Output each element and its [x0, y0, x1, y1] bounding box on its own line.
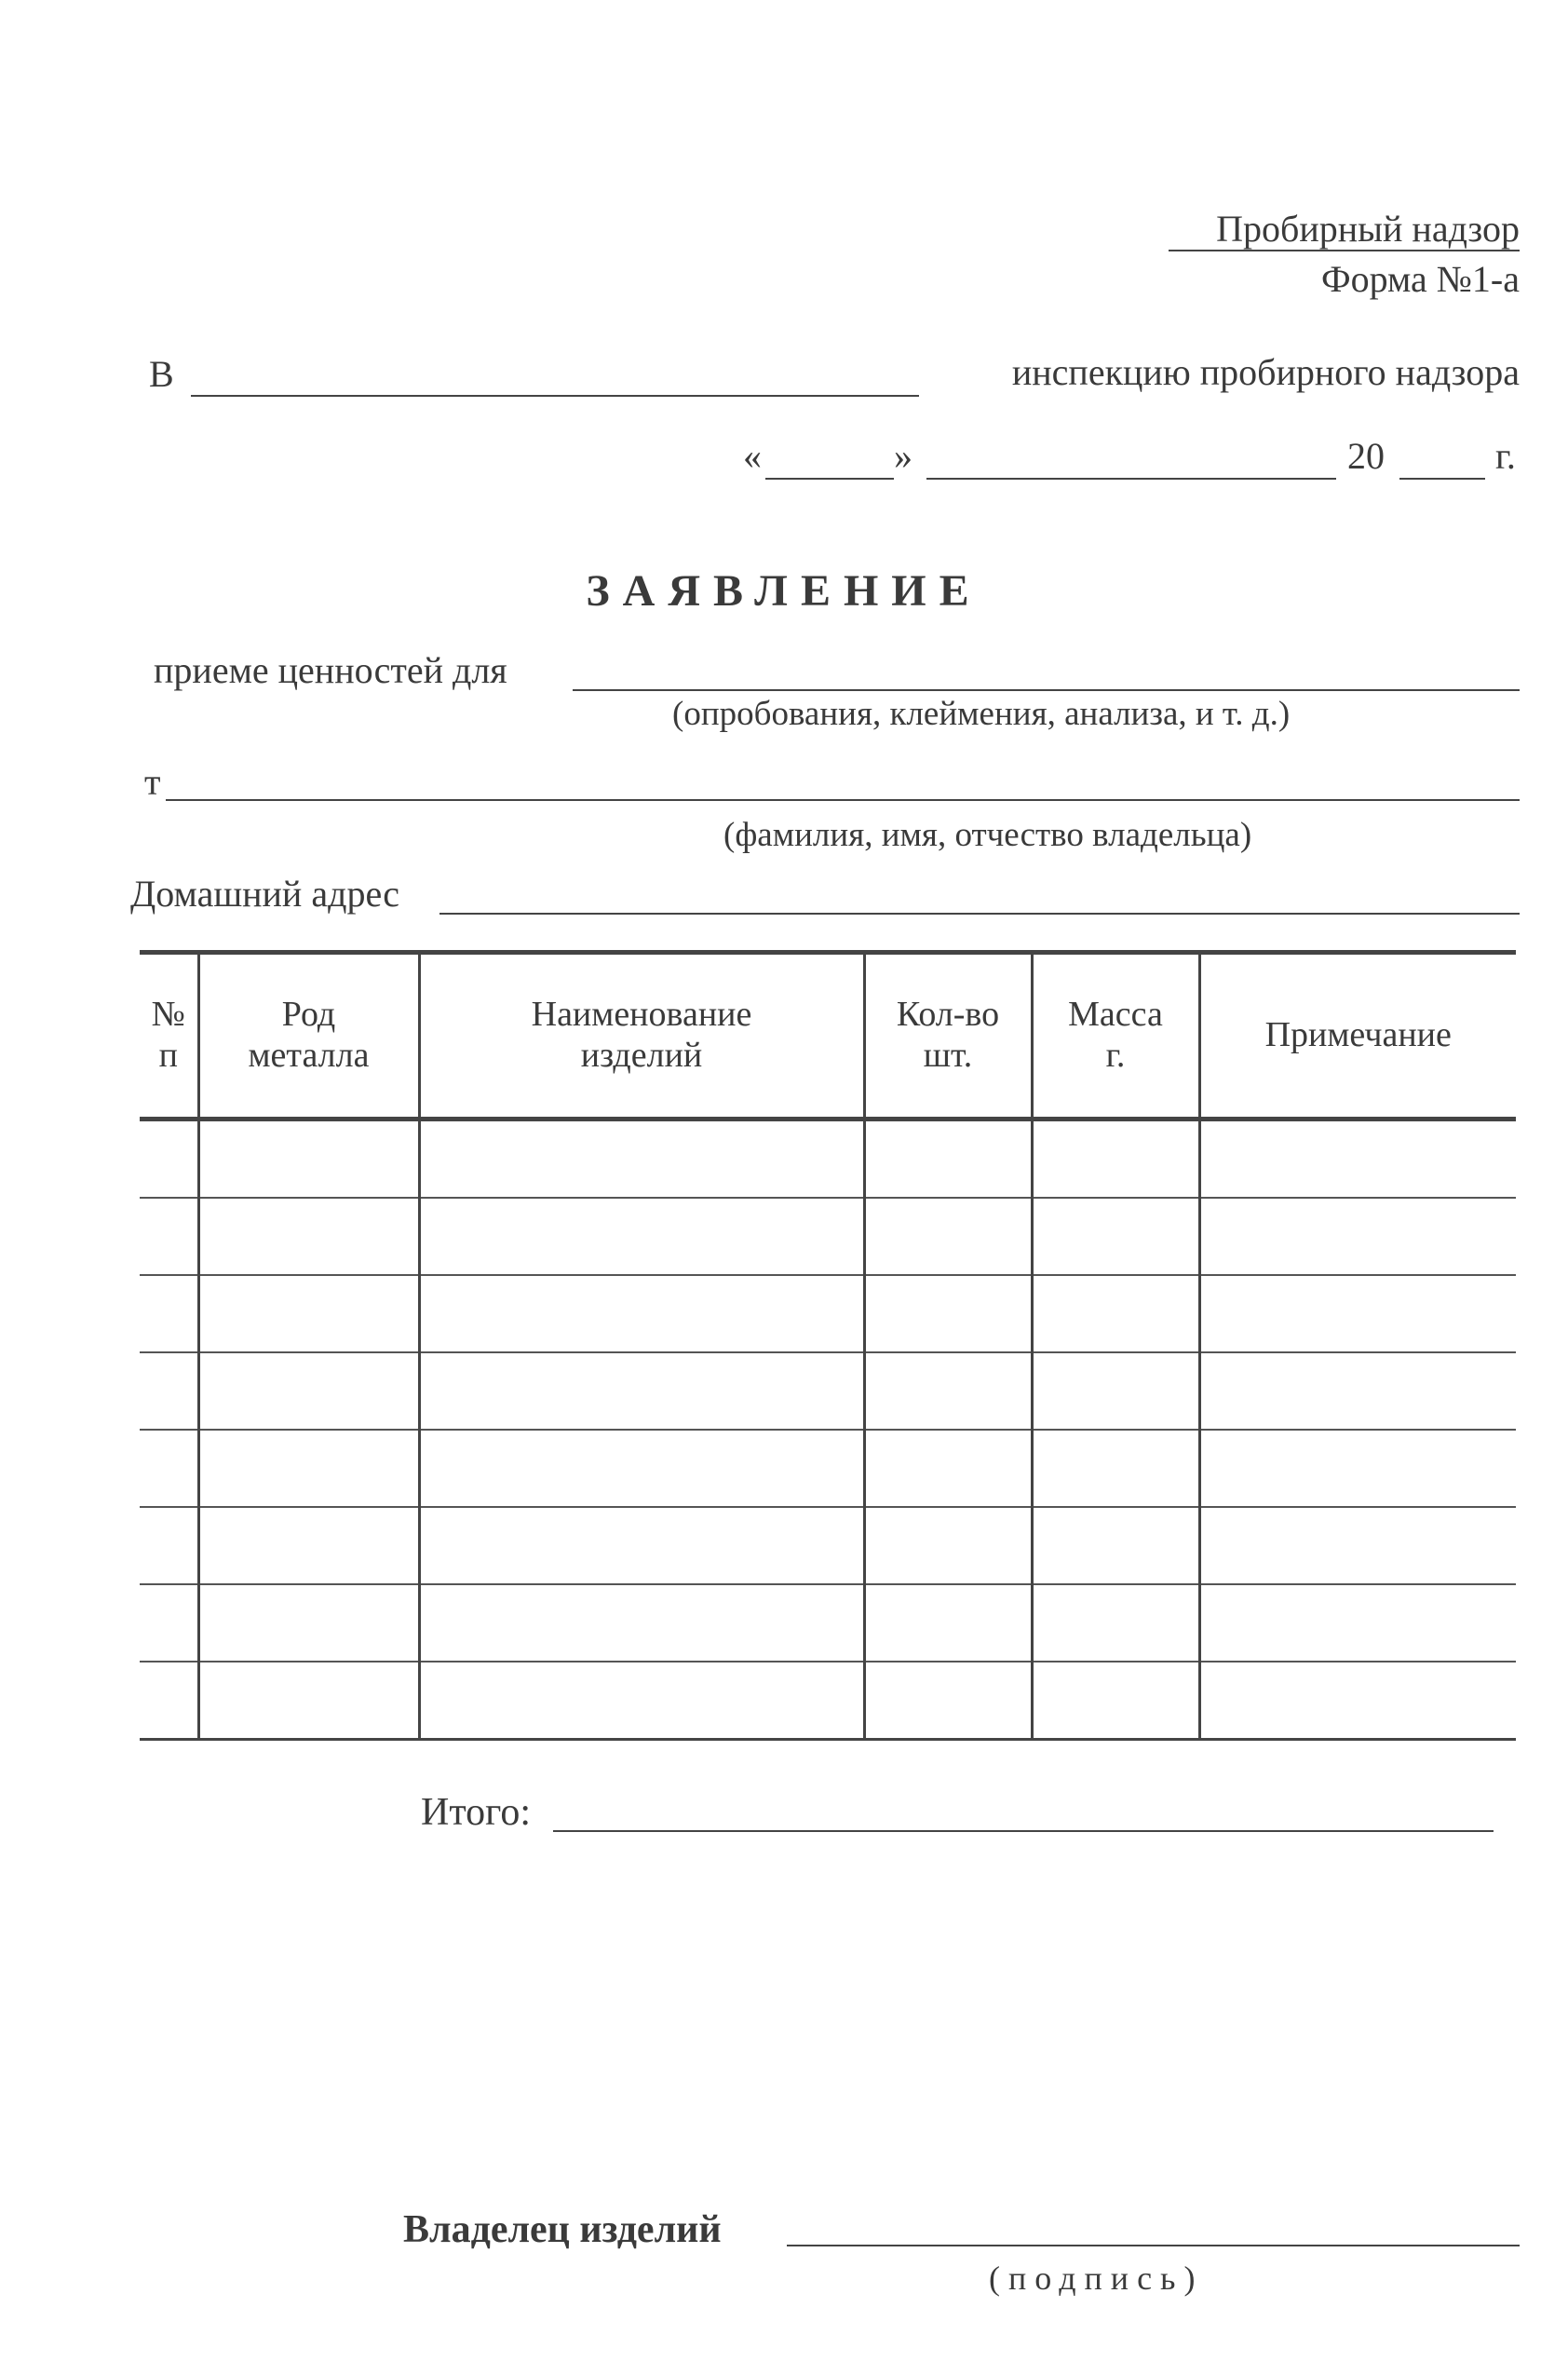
column-header-mass: Масса г. — [1032, 953, 1199, 1120]
table-cell[interactable] — [864, 1430, 1032, 1507]
table-cell[interactable] — [864, 1275, 1032, 1352]
owner-name-hint: (фамилия, имя, отчество владельца) — [723, 816, 1252, 854]
table-cell[interactable] — [198, 1430, 419, 1507]
table-row — [140, 1198, 1516, 1275]
table-cell[interactable] — [1032, 1584, 1199, 1662]
table-header-row — [140, 953, 1516, 1120]
table-cell[interactable] — [1199, 1430, 1516, 1507]
table-row — [140, 1584, 1516, 1662]
items-table — [140, 950, 1516, 1741]
table-cell[interactable] — [1199, 1507, 1516, 1584]
table-cell[interactable] — [419, 1662, 864, 1740]
document-title: ЗАЯВЛЕНИЕ — [586, 566, 982, 616]
address-suffix: инспекцию пробирного надзора — [1011, 351, 1520, 393]
table-cell[interactable] — [1199, 1198, 1516, 1275]
table-cell[interactable] — [198, 1120, 419, 1199]
column-header-quantity: Кол-во шт. — [864, 953, 1032, 1120]
day-blank-field[interactable] — [765, 478, 894, 480]
table-cell[interactable] — [1199, 1662, 1516, 1740]
signature-hint: (подпись) — [989, 2260, 1204, 2297]
table-cell[interactable] — [419, 1275, 864, 1352]
table-cell[interactable] — [864, 1120, 1032, 1199]
table-row — [140, 1352, 1516, 1430]
table-cell[interactable] — [864, 1352, 1032, 1430]
table-cell[interactable] — [1032, 1662, 1199, 1740]
table-cell[interactable] — [140, 1275, 198, 1352]
form-number: Форма №1-а — [1320, 258, 1520, 300]
purpose-label: приеме ценностей для — [154, 649, 507, 691]
table-cell[interactable] — [198, 1352, 419, 1430]
table-cell[interactable] — [1199, 1584, 1516, 1662]
table-cell[interactable] — [198, 1662, 419, 1740]
table-cell[interactable] — [864, 1198, 1032, 1275]
owner-name-blank-field[interactable] — [166, 799, 1520, 801]
total-blank-field[interactable] — [553, 1830, 1494, 1832]
table-cell[interactable] — [1032, 1198, 1199, 1275]
table-row — [140, 1430, 1516, 1507]
table-cell[interactable] — [419, 1120, 864, 1199]
table-row — [140, 1507, 1516, 1584]
table-cell[interactable] — [1032, 1507, 1199, 1584]
table-cell[interactable] — [1032, 1275, 1199, 1352]
table-cell[interactable] — [1032, 1120, 1199, 1199]
table-cell[interactable] — [140, 1120, 198, 1199]
home-address-blank-field[interactable] — [439, 913, 1520, 915]
table-row — [140, 1662, 1516, 1740]
table-row — [140, 1120, 1516, 1199]
home-address-label: Домашний адрес — [130, 873, 399, 915]
table-cell[interactable] — [1199, 1120, 1516, 1199]
purpose-blank-field[interactable] — [573, 689, 1520, 691]
date-close-quote: » — [894, 435, 912, 477]
owner-label: т — [144, 761, 161, 803]
table-cell[interactable] — [140, 1430, 198, 1507]
date-open-quote: « — [743, 435, 762, 477]
month-blank-field[interactable] — [926, 478, 1336, 480]
year-suffix: г. — [1495, 435, 1516, 477]
table-cell[interactable] — [198, 1584, 419, 1662]
year-prefix: 20 — [1347, 435, 1385, 477]
table-cell[interactable] — [419, 1198, 864, 1275]
purpose-hint: (опробования, клеймения, анализа, и т. д.) — [672, 695, 1291, 733]
table-cell[interactable] — [140, 1507, 198, 1584]
column-header-metal: Род металла — [198, 953, 419, 1120]
column-header-item-name: Наименование изделий — [419, 953, 864, 1120]
year-blank-field[interactable] — [1399, 478, 1485, 480]
signature-blank-field[interactable] — [787, 2245, 1520, 2246]
table-cell[interactable] — [140, 1662, 198, 1740]
table-cell[interactable] — [198, 1275, 419, 1352]
table-cell[interactable] — [419, 1352, 864, 1430]
table-cell[interactable] — [1199, 1275, 1516, 1352]
table-cell[interactable] — [140, 1198, 198, 1275]
table-cell[interactable] — [140, 1352, 198, 1430]
inspection-blank-field[interactable] — [191, 395, 919, 397]
table-cell[interactable] — [198, 1198, 419, 1275]
table-cell[interactable] — [198, 1507, 419, 1584]
table-cell[interactable] — [419, 1507, 864, 1584]
column-header-number: № п — [140, 953, 198, 1120]
signature-label: Владелец изделий — [403, 2208, 722, 2251]
column-header-note: Примечание — [1199, 953, 1516, 1120]
total-label: Итого: — [421, 1791, 531, 1834]
table-cell[interactable] — [1199, 1352, 1516, 1430]
table-cell[interactable] — [864, 1507, 1032, 1584]
table-cell[interactable] — [419, 1430, 864, 1507]
table-cell[interactable] — [1032, 1352, 1199, 1430]
table-cell[interactable] — [419, 1584, 864, 1662]
table-cell[interactable] — [864, 1662, 1032, 1740]
table-cell[interactable] — [140, 1584, 198, 1662]
header-rule — [1169, 250, 1520, 251]
inspection-name: Пробирный надзор — [1216, 208, 1520, 250]
address-prefix: В — [149, 353, 174, 395]
table-row — [140, 1275, 1516, 1352]
table-cell[interactable] — [1032, 1430, 1199, 1507]
table-cell[interactable] — [864, 1584, 1032, 1662]
